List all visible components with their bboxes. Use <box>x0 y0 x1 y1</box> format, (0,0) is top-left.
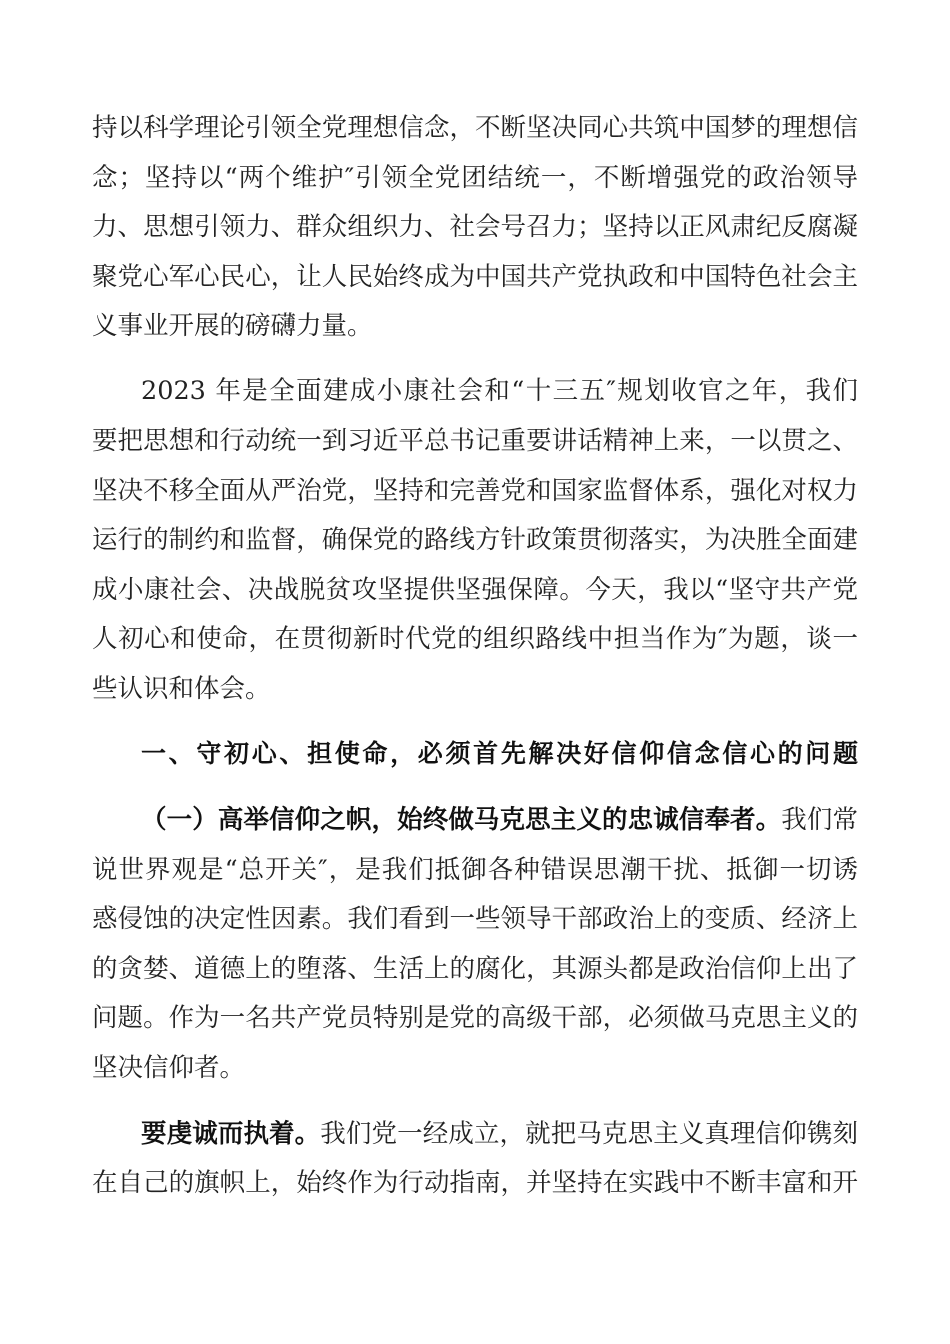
para3-line-3: 惑侵蚀的决定性因素。我们看到一些领导干部政治上的变质、经济上 <box>92 904 858 934</box>
para2-line-2: 要把思想和行动统一到习近平总书记重要讲话精神上来，一以贯之、 <box>92 426 858 456</box>
para4-first-rest: 我们党一经成立，就把马克思主义真理信仰镌刻 <box>320 1119 858 1149</box>
para4-bold-lead: 要虔诚而执着。 <box>141 1119 321 1149</box>
para2-line-7: 些认识和体会。 <box>92 674 271 704</box>
para2-line-5: 成小康社会、决战脱贫攻坚提供坚强保障。今天，我以“坚守共产党 <box>92 575 858 605</box>
para3-line-2: 说世界观是“总开关″，是我们抵御各种错误思潮干扰、抵御一切诱 <box>92 855 858 885</box>
para3-first-rest: 我们常 <box>781 805 858 835</box>
para1-line-2: 念；坚持以“两个维护″引领全党团结统一，不断增强党的政治领导 <box>92 163 858 193</box>
para1-line-1: 持以科学理论引领全党理想信念，不断坚决同心共筑中国梦的理想信 <box>92 113 858 143</box>
para2-line-3: 坚决不移全面从严治党，坚持和完善党和国家监督体系，强化对权力 <box>92 476 858 506</box>
para3-bold-lead: （一）高举信仰之帜，始终做马克思主义的忠诚信奉者。 <box>141 805 782 835</box>
para3-line-6: 坚决信仰者。 <box>92 1053 246 1083</box>
para3-line-4: 的贪婪、道德上的堕落、生活上的腐化，其源头都是政治信仰上出了 <box>92 954 858 984</box>
para4-line-1 <box>141 1119 858 1149</box>
para3-line-1 <box>141 805 858 835</box>
para2-line-1: 2023 年是全面建成小康社会和“十三五″规划收官之年，我们 <box>141 376 858 406</box>
para4-line-2: 在自己的旗帜上，始终作为行动指南，并坚持在实践中不断丰富和开 <box>92 1168 858 1198</box>
para1-line-4: 聚党心军心民心，让人民始终成为中国共产党执政和中国特色社会主 <box>92 262 858 292</box>
para1-line-3: 力、思想引领力、群众组织力、社会号召力；坚持以正风肃纪反腐凝 <box>92 212 858 242</box>
para2-line-6: 人初心和使命，在贯彻新时代党的组织路线中担当作为″为题，谈一 <box>92 624 858 654</box>
para2-line-4: 运行的制约和监督，确保党的路线方针政策贯彻落实，为决胜全面建 <box>92 525 858 555</box>
para3-line-5: 问题。作为一名共产党员特别是党的高级干部，必须做马克思主义的 <box>92 1003 858 1033</box>
para1-line-5: 义事业开展的磅礴力量。 <box>92 311 373 341</box>
section-heading: 一、守初心、担使命，必须首先解决好信仰信念信心的问题 <box>141 739 858 768</box>
